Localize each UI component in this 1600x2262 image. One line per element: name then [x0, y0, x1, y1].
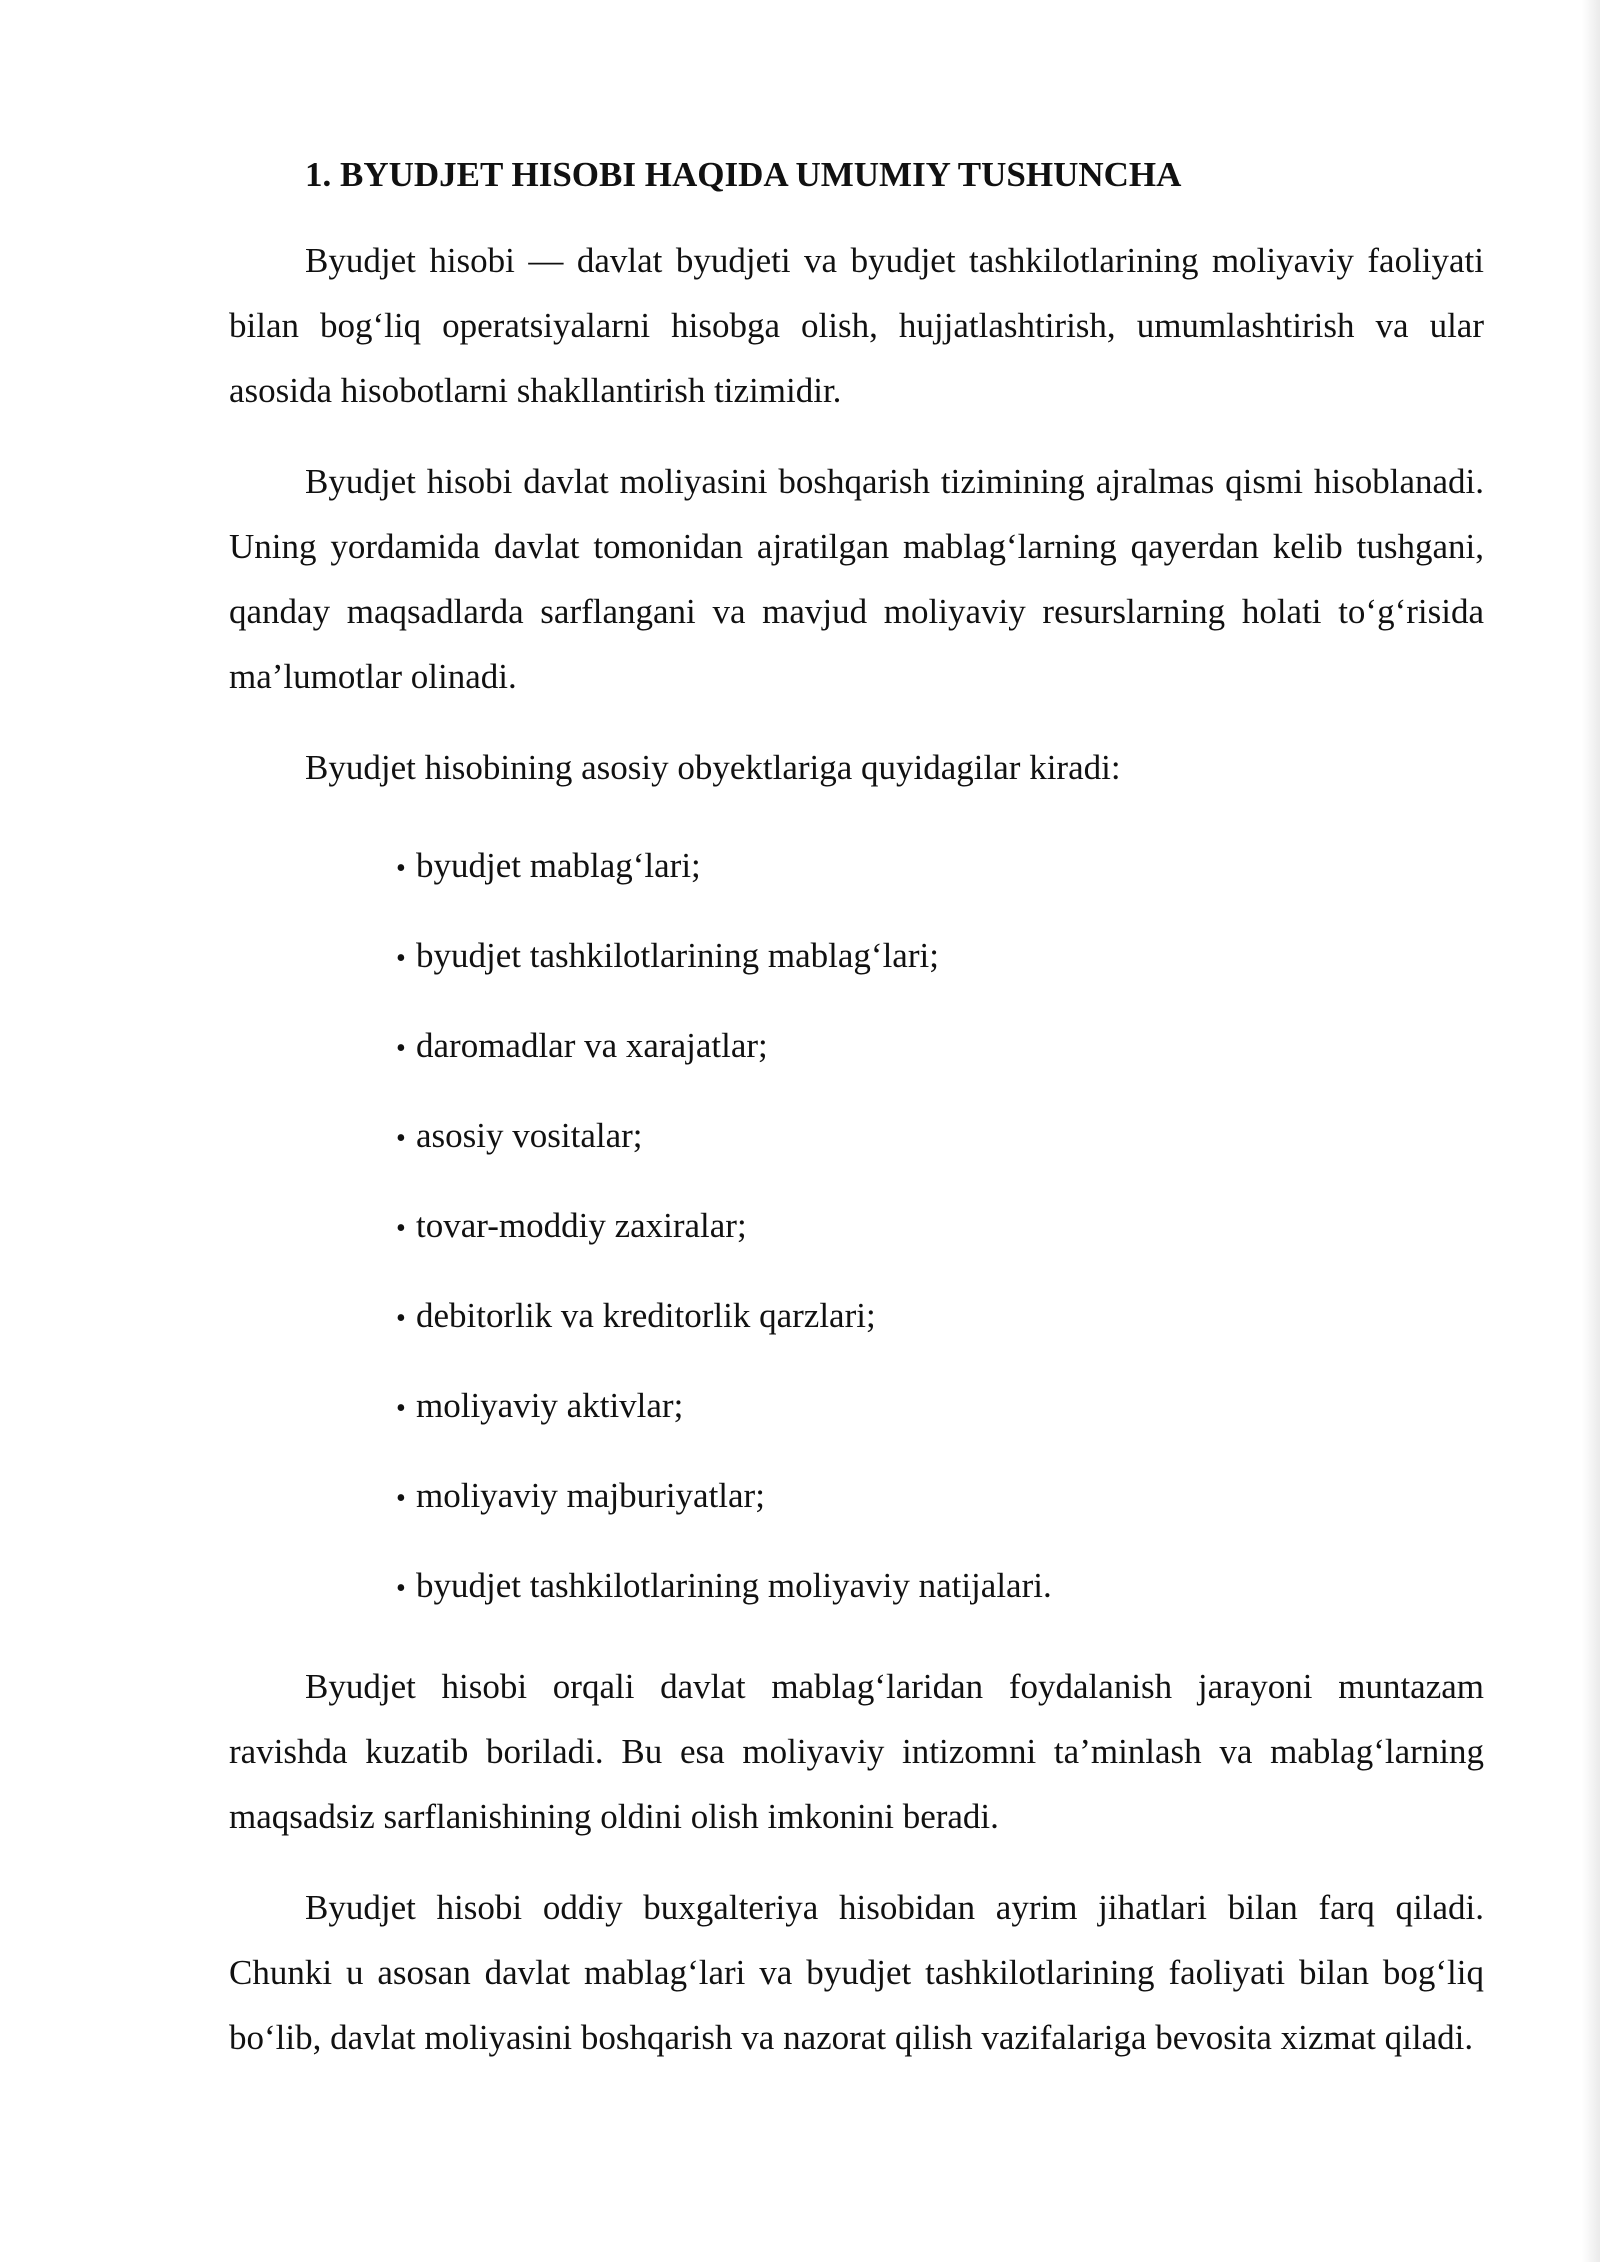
objects-bullet-list: [229, 822, 1484, 1632]
list-item-text: daromadlar va xarajatlar;: [416, 1026, 768, 1065]
list-item-text: tovar-moddiy zaxiralar;: [416, 1206, 747, 1245]
bullet-icon: •: [396, 1483, 406, 1514]
list-item: [396, 1272, 1484, 1362]
paragraph-list-intro: Byudjet hisobining asosiy obyektlariga quyidagilar kiradi:: [305, 748, 1121, 787]
list-item: [396, 1092, 1484, 1182]
bullet-icon: •: [396, 1573, 406, 1604]
list-item-text: moliyaviy aktivlar;: [416, 1386, 684, 1425]
paragraph-monitoring: Byudjet hisobi orqali davlat mablag‘laridan foydalanish jarayoni muntazam ravishda kuzatib boriladi. Bu esa moliyaviy intizomni ta’minlash va mablag‘larning maqsadsiz sarflanishining oldini olish imkonini beradi.: [229, 1667, 1484, 1836]
list-item: [396, 1542, 1484, 1632]
bullet-icon: •: [396, 1213, 406, 1244]
bullet-icon: •: [396, 943, 406, 974]
list-item: [396, 912, 1484, 1002]
list-item-text: moliyaviy majburiyatlar;: [416, 1476, 765, 1515]
list-item-text: byudjet tashkilotlarining mablag‘lari;: [416, 936, 939, 975]
paragraph-difference: Byudjet hisobi oddiy buxgalteriya hisobidan ayrim jihatlari bilan farq qiladi. Chunki u asosan davlat mablag‘lari va byudjet tashkilotlarining faoliyati bilan bog‘liq bo‘lib, davlat moliyasini boshqarish va nazorat qilish vazifalariga bevosita xizmat qiladi.: [229, 1888, 1484, 2057]
section-heading: 1. BYUDJET HISOBI HAQIDA UMUMIY TUSHUNCHA: [305, 155, 1182, 194]
bullet-icon: •: [396, 1123, 406, 1154]
paragraph-role: Byudjet hisobi davlat moliyasini boshqarish tizimining ajralmas qismi hisoblanadi. Uning yordamida davlat tomonidan ajratilgan mablag‘larning qayerdan kelib tushgani, qanday maqsadlarda sarflangani va mavjud moliyaviy resurslarning holati to‘g‘risida ma’lumotlar olinadi.: [229, 462, 1484, 696]
list-item: [396, 1182, 1484, 1272]
bullet-icon: •: [396, 1393, 406, 1424]
list-item-text: asosiy vositalar;: [416, 1116, 643, 1155]
list-item-text: debitorlik va kreditorlik qarzlari;: [416, 1296, 876, 1335]
list-item-text: byudjet mablag‘lari;: [416, 846, 701, 885]
bullet-icon: •: [396, 1303, 406, 1334]
bullet-icon: •: [396, 853, 406, 884]
page-edge-shadow: [1582, 0, 1600, 2262]
list-item: [396, 1002, 1484, 1092]
paragraph-definition: Byudjet hisobi — davlat byudjeti va byudjet tashkilotlarining moliyaviy faoliyati bilan bog‘liq operatsiyalarni hisobga olish, hujjatlashtirish, umumlashtirish va ular asosida hisobotlarni shakllantirish tizimidir.: [229, 241, 1484, 410]
list-item: [396, 822, 1484, 912]
list-item: [396, 1452, 1484, 1542]
bullet-icon: •: [396, 1033, 406, 1064]
list-item-text: byudjet tashkilotlarining moliyaviy natijalari.: [416, 1566, 1052, 1605]
list-item: [396, 1362, 1484, 1452]
